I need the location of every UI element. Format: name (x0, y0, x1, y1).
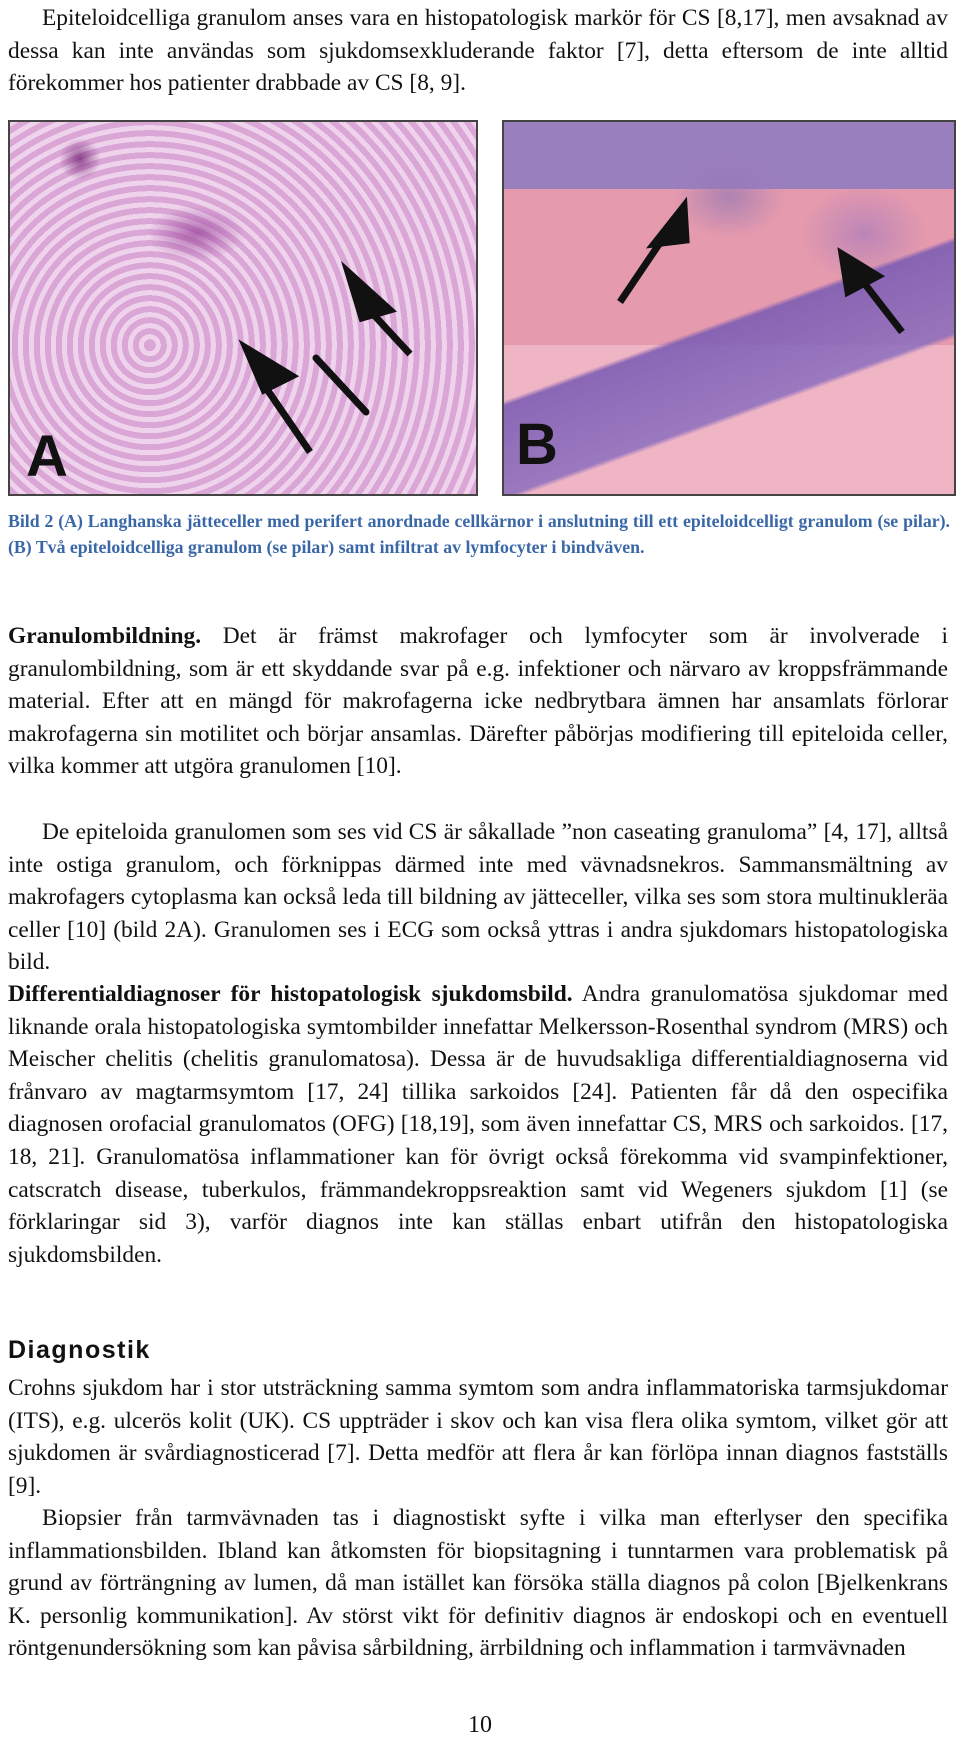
granulom-paragraph (8, 620, 948, 783)
granulom-title: Granulombildning. (8, 623, 202, 649)
epiteloida-paragraph: De epiteloida granulomen som ses vid CS är såkallade ”non caseating granuloma” [4, 17], alltså inte ostiga granulom, och förknippas därmed inte med vävnadsnekros. Sammansmältning av makrofagers cytoplasma kan också leda till bildning av jätteceller, vilka ses som stora multinukleräa celler [10] (bild 2A). Granulomen ses i ECG som också yttras i andra sjukdomars histopatologiska bild. (8, 819, 948, 976)
differential-text: Andra granulomatösa sjukdomar med liknande orala histopatologiska symtombilder innefattar Melkersson-Rosenthal syndrom (MRS) och Meischer chelitis (chelitis granulomatosa). Dessa är de huvudsakliga differentialdiagnoserna vid frånvaro av magtarmsymtom [17, 24] tillika sarkoidos [24]. Patienten får då den ospecifika diagnosen orofacial granulomatos (OFG) [18,19], som även innefattar CS, MRS och sarkoidos. [17, 18, 21]. Granulomatösa inflammationer kan för övrigt också förekomma vid svampinfektioner, catscratch disease, tuberkulos, främmandekroppsreaktion samt vid Wegeners sjukdom [1] (se förklaringar sid 3), varför diagnos inte kan ställas enbart utifrån den histopatologiska sjukdomsbilden. (8, 981, 949, 1268)
figure-label-b: B (516, 412, 558, 477)
differential-title: Differentialdiagnoser för histopatologisk sjukdomsbild. (8, 981, 573, 1007)
diagnostik-paragraph-1: Crohns sjukdom har i stor utsträckning samma symtom som andra inflammatoriska tarmsjukdomar (ITS), e.g. ulcerös kolit (UK). CS uppträder i skov och kan visa flera olika symtom, vilket gör att sjukdomen är svårdiagnosticerad [7]. Detta medför att flera år kan förlöpa innan diagnos fastställs [9]. (8, 1375, 948, 1499)
diagnostik-paragraph-2: Biopsier från tarmvävnaden tas i diagnostiskt syfte i vilka man efterlyser den specifika inflammationsbilden. Ibland kan åtkomsten för biopsitagning i tunntarmen vara problematisk på grund av förträngning av lumen, då man istället kan försöka ställa diagnos på colon [Bjelkenkrans K. personlig kommunikation]. Av störst vikt för definitiv diagnos är endoskopi och en eventuell röntgenundersökning som kan påvisa sårbildning, ärrbildning och inflammation i tarmvävnaden (8, 1505, 948, 1662)
figure-caption: Bild 2 (A) Langhanska jätteceller med perifert anordnade cellkärnor i anslutning till ett epiteloidcelligt granulom (se pilar). (B) Två epiteloidcelliga granulom (se pilar) samt infiltrat av lymfocyter i bindväven. (8, 511, 950, 557)
figure-label-a: A (26, 424, 68, 489)
granulom-text: Det är främst makrofager och lymfocyter som är involverade i granulombildning, som är ett skyddande svar på e.g. infektioner och närvaro av kroppsfrämmande material. Efter att en mängd för makrofagerna icke nedbrytbara ämnen har ansamlats förlorar makrofagerna sin motilitet och börjar ansamlas. Därefter påbörjas modifiering till epiteloida celler, vilka kommer att utgöra granulomen [10]. (8, 623, 948, 780)
histology-image-a (8, 120, 478, 496)
intro-paragraph: Epiteloidcelliga granulom anses vara en histopatologisk markör för CS [8,17], men avsaknad av dessa kan inte användas som sjukdomsexkluderande faktor [7], detta eftersom de inte alltid förekommer hos patienter drabbade av CS [8, 9]. (8, 5, 948, 97)
histology-image-b (502, 120, 956, 496)
section-heading: Diagnostik (8, 1336, 151, 1364)
differential-paragraph (8, 978, 948, 1271)
arrow-icon (504, 122, 956, 496)
arrow-icon (10, 122, 478, 496)
page-number: 10 (468, 1712, 492, 1738)
